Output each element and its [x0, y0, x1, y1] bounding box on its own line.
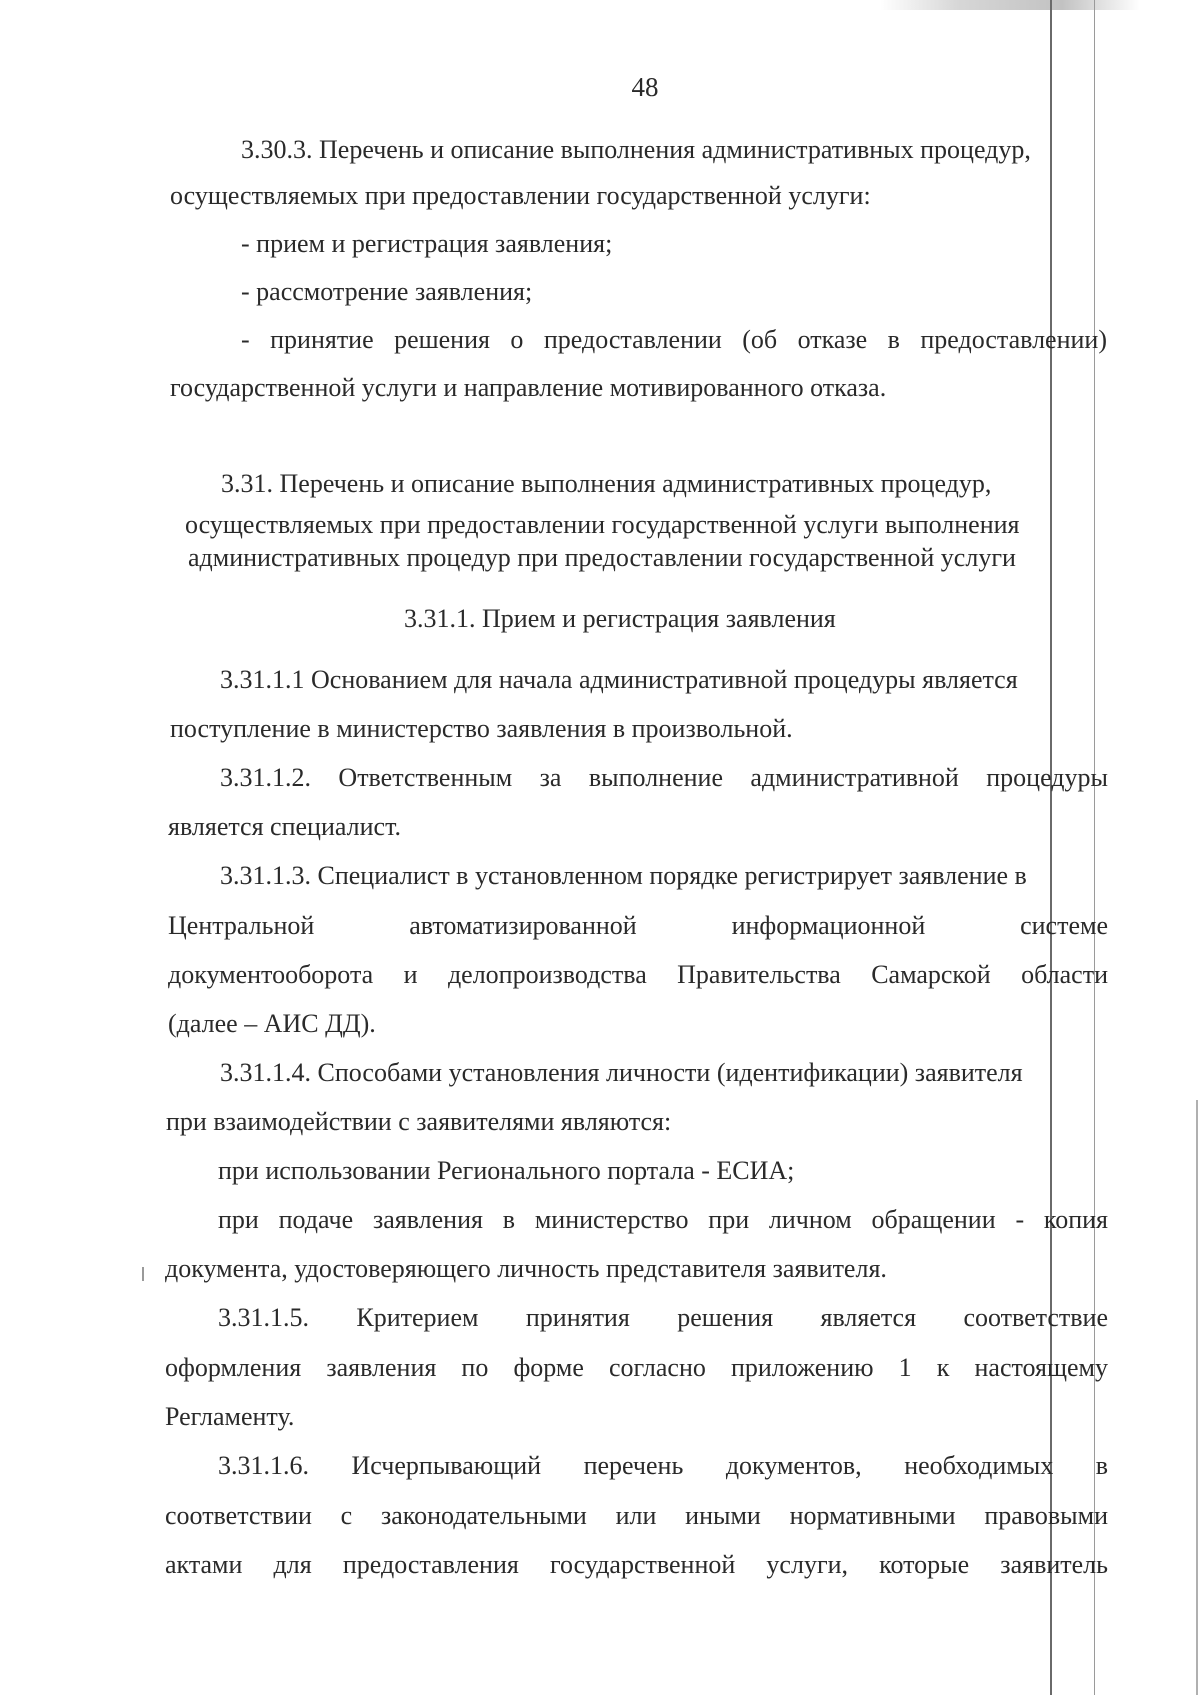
- paragraph-line: документооборота и делопроизводства Правительства Самарской области: [168, 960, 1108, 989]
- paragraph-line: при взаимодействии с заявителями являются:: [166, 1107, 672, 1136]
- paragraph-line: актами для предоставления государственной услуги, которые заявитель: [165, 1550, 1108, 1579]
- paragraph-line: 3.31.1.6. Исчерпывающий перечень документов, необходимых в: [218, 1451, 1108, 1480]
- paragraph-line: 3.30.3. Перечень и описание выполнения административных процедур,: [241, 135, 1031, 164]
- paragraph-line: 3.31.1.1 Основанием для начала административной процедуры является: [220, 665, 1018, 694]
- paragraph-line: 3.31.1.5. Критерием принятия решения является соответствие: [218, 1303, 1108, 1332]
- scan-smudge: [880, 0, 1140, 10]
- scan-artifact-line: [1094, 0, 1095, 1695]
- paragraph-line: Регламенту.: [165, 1402, 295, 1431]
- paragraph-line: документа, удостоверяющего личность представителя заявителя.: [165, 1254, 887, 1283]
- paragraph-line: осуществляемых при предоставлении государственной услуги:: [170, 181, 871, 210]
- page-number: 48: [631, 72, 659, 102]
- paragraph-line: является специалист.: [168, 812, 401, 841]
- section-heading: административных процедур при предоставлении государственной услуги: [188, 543, 1016, 572]
- scan-artifact-line: [1050, 0, 1052, 1695]
- subsection-heading: 3.31.1. Прием и регистрация заявления: [404, 604, 836, 633]
- list-item: - принятие решения о предоставлении (об отказе в предоставлении): [241, 325, 1107, 354]
- paragraph-line: соответствии с законодательными или иными нормативными правовыми: [165, 1501, 1108, 1530]
- scan-edge-mark: [1196, 1100, 1198, 1695]
- paragraph-line: поступление в министерство заявления в произвольной.: [170, 714, 793, 743]
- paragraph-line: 3.31.1.2. Ответственным за выполнение административной процедуры: [220, 763, 1108, 792]
- section-heading: 3.31. Перечень и описание выполнения административных процедур,: [221, 469, 992, 498]
- paragraph-line: 3.31.1.4. Способами установления личности (идентификации) заявителя: [220, 1058, 1023, 1087]
- paragraph-line: при использовании Регионального портала - ЕСИА;: [218, 1156, 795, 1185]
- scan-dot: [142, 1267, 144, 1281]
- list-item: - прием и регистрация заявления;: [241, 229, 613, 258]
- paragraph-line: оформления заявления по форме согласно приложению 1 к настоящему: [165, 1353, 1108, 1382]
- section-heading: осуществляемых при предоставлении государственной услуги выполнения: [185, 510, 1020, 539]
- paragraph-line: 3.31.1.3. Специалист в установленном порядке регистрирует заявление в: [220, 861, 1027, 890]
- paragraph-line: при подаче заявления в министерство при личном обращении - копия: [218, 1205, 1108, 1234]
- paragraph-line: (далее – АИС ДД).: [168, 1009, 376, 1038]
- paragraph-line: Центральной автоматизированной информационной системе: [168, 911, 1108, 940]
- paragraph-line: государственной услуги и направление мотивированного отказа.: [170, 373, 887, 402]
- list-item: - рассмотрение заявления;: [241, 277, 533, 306]
